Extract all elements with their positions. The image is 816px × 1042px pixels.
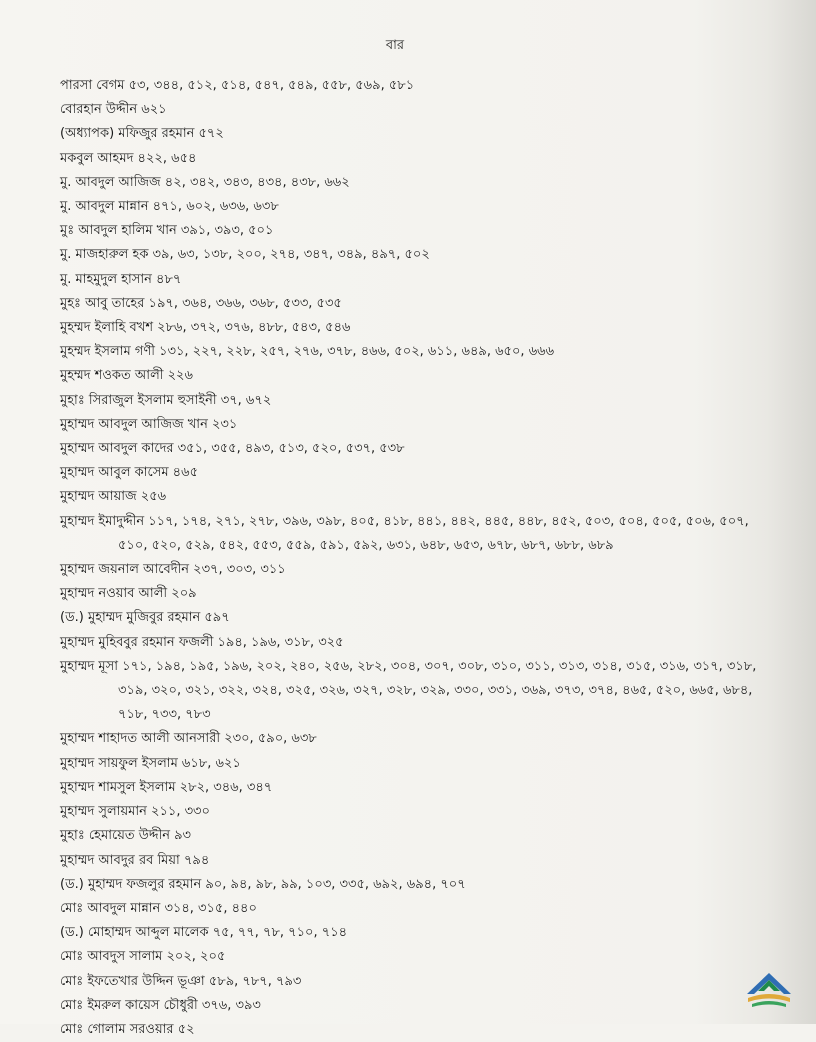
index-entry: মুহম্মদ শওকত আলী ২২৬: [60, 368, 193, 384]
index-entry: মুহাম্মদ আবদুল কাদের ৩৫১, ৩৫৫, ৪৯৩, ৫১৩, ৫২০, ৫৩৭, ৫৩৮: [60, 441, 405, 457]
index-entry: মকবুল আহমদ ৪২২, ৬৫৪: [60, 150, 197, 166]
index-entry: (ড.) মুহাম্মদ ফজলুর রহমান ৯০, ৯৪, ৯৮, ৯৯, ১০৩, ৩৩৫, ৬৯২, ৬৯৪, ৭০৭: [60, 876, 466, 892]
index-entry: মু. মাহমুদুল হাসান ৪৮৭: [60, 271, 182, 287]
index-entry: মুহাম্মদ মুহিববুর রহমান ফজলী ১৯৪, ১৯৬, ৩১৮, ৩২৫: [60, 634, 344, 650]
index-entry: মুহম্মদ ইলাহি বখশ ২৮৬, ৩৭২, ৩৭৬, ৪৮৮, ৫৪৩, ৫৪৬: [60, 320, 351, 336]
index-entry: মু. মাজহারুল হক ৩৯, ৬৩, ১৩৮, ২০০, ২৭৪, ৩৪৭, ৩৪৯, ৪৯৭, ৫০২: [60, 247, 430, 263]
index-entry: বোরহান উদ্দীন ৬২১: [60, 102, 167, 118]
index-entry: মোঃ গোলাম সরওয়ার ৫২: [60, 1021, 195, 1037]
index-entry: মুহাঃ হেমায়েত উদ্দীন ৯৩: [60, 828, 191, 844]
index-entry: (ড.) মোহাম্মদ আব্দুল মালেক ৭৫, ৭৭, ৭৮, ৭১০, ৭১৪: [60, 925, 348, 941]
index-entry: মুঃ আবদুল হালিম খান ৩৯১, ৩৯৩, ৫০১: [60, 223, 274, 239]
index-entry: মোঃ ইমরুল কায়েস চৌধুরী ৩৭৬, ৩৯৩: [60, 997, 261, 1013]
index-entry: মু. আবদুল মান্নান ৪৭১, ৬০২, ৬৩৬, ৬৩৮: [60, 199, 279, 215]
index-entry: (ড.) মুহাম্মদ মুজিবুর রহমান ৫৯৭: [60, 610, 230, 626]
index-entry: মুহাম্মদ আবুল কাসেম ৪৬৫: [60, 465, 199, 481]
index-entry: (অধ্যাপক) মফিজুর রহমান ৫৭২: [60, 126, 224, 142]
index-entry: পারসা বেগম ৫৩, ৩৪৪, ৫১২, ৫১৪, ৫৪৭, ৫৪৯, ৫৫৮, ৫৬৯, ৫৮১: [60, 78, 415, 93]
index-entry: মুহাম্মদ নওয়াব আলী ২০৯: [60, 586, 197, 602]
index-entry: মুহাম্মদ শামসুল ইসলাম ২৮২, ৩৪৬, ৩৪৭: [60, 779, 273, 795]
index-entry: মুহাম্মদ মূসা ১৭১, ১৯৪, ১৯৫, ১৯৬, ২০২, ২৪০, ২৫৬, ২৮২, ৩০৪, ৩০৭, ৩০৮, ৩১০, ৩১১, ৩১৩, ৩১৪, ৩১৫, ৩১৬, ৩১৭, ৩১৮, ৩১৯, ৩২০, ৩২১, ৩২২, ৩২৪, ৩২৫, ৩২৬, ৩২৭, ৩২৮, ৩২৯, ৩৩০, ৩৩১, ৩৬৯, ৩৭৩, ৩৭৪, ৪৬৫, ৫২০, ৬৬৫, ৬৮৪, ৭১৮, ৭৩৩, ৭৮৩: [60, 658, 757, 723]
index-entries: [60, 74, 760, 1042]
index-entry: মুহাম্মদ ইমাদুদ্দীন ১১৭, ১৭৪, ২৭১, ২৭৮, ৩৯৬, ৩৯৮, ৪০৫, ৪১৮, ৪৪১, ৪৪২, ৪৪৫, ৪৪৮, ৪৫২, ৫০৩, ৫০৪, ৫০৫, ৫০৬, ৫০৭, ৫১০, ৫২০, ৫২৯, ৫৪২, ৫৫৩, ৫৫৯, ৫৯১, ৫৯২, ৬৩১, ৬৪৮, ৬৫৩, ৬৭৮, ৬৮৭, ৬৮৮, ৬৮৯: [60, 513, 749, 553]
index-entry: মু. আবদুল আজিজ ৪২, ৩৪২, ৩৪৩, ৪৩৪, ৪৩৮, ৬৬২: [60, 174, 350, 190]
index-entry: মোঃ আবদুস সালাম ২০২, ২০৫: [60, 949, 226, 965]
index-entry: মুহাঃ সিরাজুল ইসলাম হুসাইনী ৩৭, ৬৭২: [60, 392, 272, 408]
index-entry: মুহাম্মদ আবদুল আজিজ খান ২৩১: [60, 416, 238, 432]
index-entry: মুহাম্মদ সায়ফুল ইসলাম ৬১৮, ৬২১: [60, 755, 241, 771]
index-entry: মোঃ আবদুল মান্নান ৩১৪, ৩১৫, ৪৪০: [60, 900, 257, 916]
index-entry: মোঃ ইফতেখার উদ্দিন ভূঞা ৫৮৯, ৭৮৭, ৭৯৩: [60, 973, 302, 989]
page-header: বার: [385, 38, 405, 53]
index-entry: মুহাম্মদ আয়াজ ২৫৬: [60, 489, 167, 505]
index-entry: মুহম্মদ ইসলাম গণী ১৩১, ২২৭, ২২৮, ২৫৭, ২৭৬, ৩৭৮, ৪৬৬, ৫০২, ৬১১, ৬৪৯, ৬৫০, ৬৬৬: [60, 344, 555, 360]
index-entry: মুহাম্মদ আবদুর রব মিয়া ৭৯৪: [60, 852, 210, 868]
index-entry: মুহাম্মদ শাহাদত আলী আনসারী ২৩০, ৫৯০, ৬৩৮: [60, 731, 317, 747]
index-entry: মুহঃ আবু তাহের ১৯৭, ৩৬৪, ৩৬৬, ৩৬৮, ৫৩৩, ৫৩৫: [60, 295, 342, 311]
index-entry: মুহাম্মদ জয়নাল আবেদীন ২৩৭, ৩০৩, ৩১১: [60, 562, 286, 578]
publisher-logo-icon: [744, 970, 794, 1010]
index-entry: মুহাম্মদ সুলায়মান ২১১, ৩৩০: [60, 804, 210, 820]
